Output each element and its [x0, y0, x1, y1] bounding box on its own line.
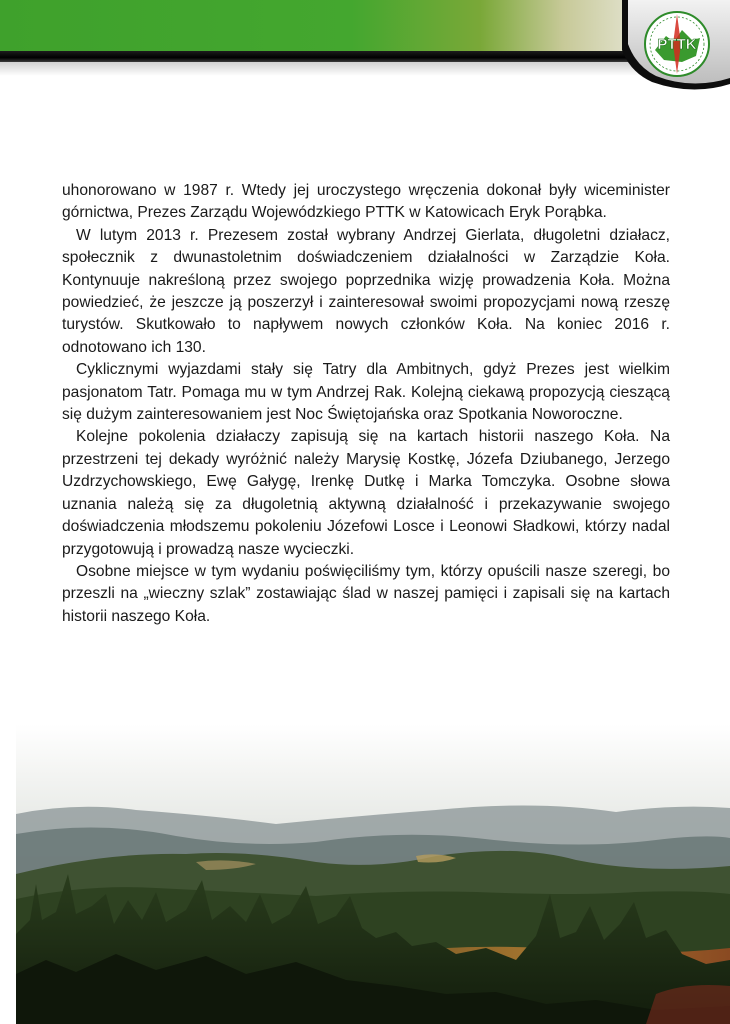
paragraph-3: Cyklicznymi wyjazdami stały się Tatry dla Ambitnych, gdyż Prezes jest wielkim pasjonatom Tatr. Pomaga mu w tym Andrzej Rak. Kolejną ciekawą propozycją cieszącą się dużym zainteresowaniem jest Noc Świętojańska oraz Spotkania Noworoczne.: [62, 361, 670, 424]
article-body: [62, 180, 670, 628]
header-dark-band: [0, 51, 730, 62]
logo-text: PTTK: [657, 36, 697, 53]
paragraph-5: Osobne miejsce w tym wydaniu poświęciliśmy tym, którzy opuścili nasze szeregi, bo przeszli na „wieczny szlak” zostawiając ślad w naszej pamięci i zapisali się na kartach historii naszego Koła.: [62, 562, 670, 625]
mountain-landscape-photo: [16, 724, 730, 1024]
header-green-band: [0, 0, 640, 51]
paragraph-2: W lutym 2013 r. Prezesem został wybrany Andrzej Gierlata, długoletni działacz, społecznik z dwunastoletnim doświadczeniem działalności w Zarządzie Koła. Kontynuuje nakreśloną przez swojego poprzednika wizję prowadzenia Koła. Można powiedzieć, że jeszcze ją poszerzył i zainteresował swoimi propozycjami nową rzeszę turystów. Skutkowało to napływem nowych członków Koła. Na koniec 2016 r. odnotowano ich 130.: [62, 226, 670, 356]
page-header: [0, 0, 730, 110]
pttk-logo: [622, 0, 730, 90]
paragraph-1: uhonorowano w 1987 r. Wtedy jej uroczystego wręczenia dokonał były wiceminister górnictwa, Prezes Zarządu Wojewódzkiego PTTK w Katowicach Eryk Porąbka.: [62, 182, 670, 222]
paragraph-4: Kolejne pokolenia działaczy zapisują się na kartach historii naszego Koła. Na przestrzeni tej dekady wyróżnić należy Marysię Kostkę, Józefa Dziubanego, Jerzego Uzdrzychowskiego, Ewę Gałygę, Irenkę Dutkę i Marka Tomczyka. Osobne słowa uznania należą się za długoletnią aktywną działalność i przekazywanie swojego doświadczenia młodszemu pokoleniu Józefowi Losce i Leonowi Sładkowi, którzy nadal przygotowują i prowadzą nasze wycieczki.: [62, 428, 670, 558]
landscape-image: [16, 724, 730, 1024]
header-shadow: [0, 62, 730, 76]
pttk-compass-logo-icon: [622, 0, 730, 90]
